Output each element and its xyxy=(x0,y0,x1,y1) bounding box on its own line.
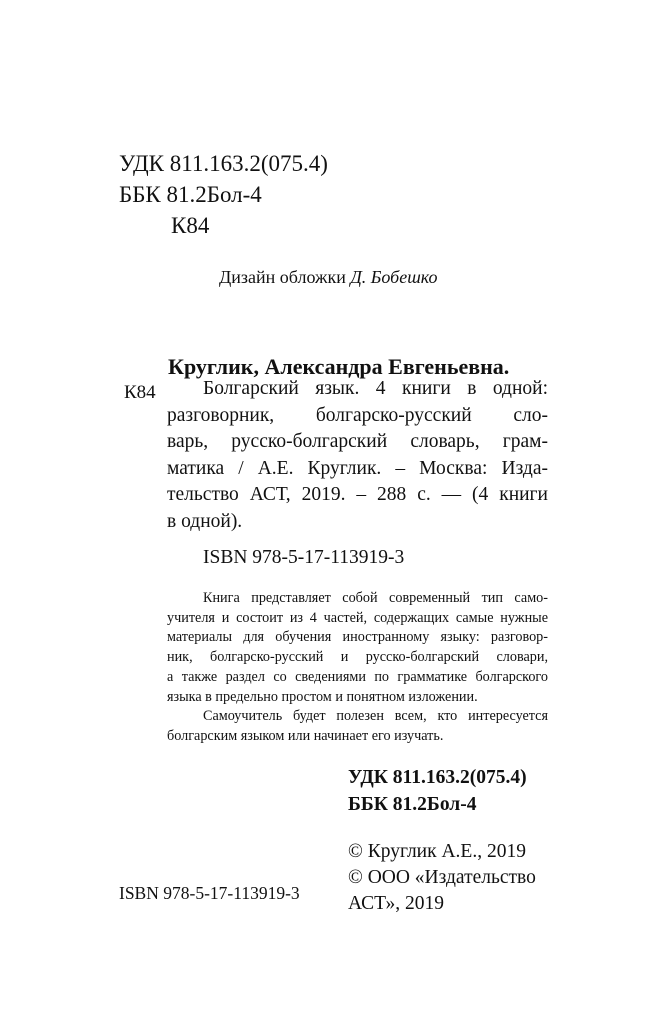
annotation-line: материалы для обучения иностранному языку: разговор- xyxy=(167,629,548,646)
bib-author-mark: К84 xyxy=(124,382,156,403)
cover-design-label: Дизайн обложки xyxy=(219,267,346,287)
bib-line: варь, русско-болгарский словарь, грам- xyxy=(167,431,548,452)
annotation-line: учителя и состоит из 4 частей, содержащих самые нужные xyxy=(167,609,548,626)
footer-bbk: ББК 81.2Бол-4 xyxy=(348,794,477,815)
annotation-line: Книга представляет собой современный тип само- xyxy=(203,590,548,606)
copyright-block xyxy=(348,839,536,917)
bib-line: Болгарский язык. 4 книги в одной: xyxy=(203,378,548,399)
annotation-line: ник, болгарско-русский и русско-болгарский словари, xyxy=(167,649,548,666)
copyright-publisher: © ООО «Издательство xyxy=(348,867,536,888)
author-mark: К84 xyxy=(171,213,210,238)
author-heading: Круглик, Александра Евгеньевна. xyxy=(168,354,510,379)
copyright-author: © Круглик А.Е., 2019 xyxy=(348,841,526,862)
annotation-line: болгарским языком или начинает его изучать. xyxy=(167,727,444,744)
cover-design-credit xyxy=(219,265,438,289)
annotation-line: Самоучитель будет полезен всем, кто интересуется xyxy=(203,708,548,725)
bib-line: разговорник, болгарско-русский сло- xyxy=(167,404,548,426)
footer-udk: УДК 811.163.2(075.4) xyxy=(348,767,527,788)
bbk-code: ББК 81.2Бол-4 xyxy=(119,182,262,207)
footer-classification xyxy=(348,764,527,818)
annotation-line: а также раздел со сведениями по грамматике болгарского xyxy=(167,668,548,685)
bibliographic-description xyxy=(167,376,548,535)
udk-code: УДК 811.163.2(075.4) xyxy=(119,151,328,176)
copyright-publisher-cont: АСТ», 2019 xyxy=(348,893,445,914)
isbn-footer: ISBN 978-5-17-113919-3 xyxy=(119,883,300,903)
classification-block xyxy=(119,148,328,241)
bib-line: тельство АСТ, 2019. – 288 с. — (4 книги xyxy=(167,484,548,505)
cover-designer-name: Д. Бобешко xyxy=(350,267,438,287)
annotation xyxy=(167,589,548,747)
bib-line: в одной). xyxy=(167,510,243,532)
bib-line: матика / А.Е. Круглик. – Москва: Изда- xyxy=(167,457,548,479)
annotation-line: языка в предельно простом и понятном изложении. xyxy=(167,688,478,705)
isbn-main: ISBN 978-5-17-113919-3 xyxy=(203,547,405,568)
